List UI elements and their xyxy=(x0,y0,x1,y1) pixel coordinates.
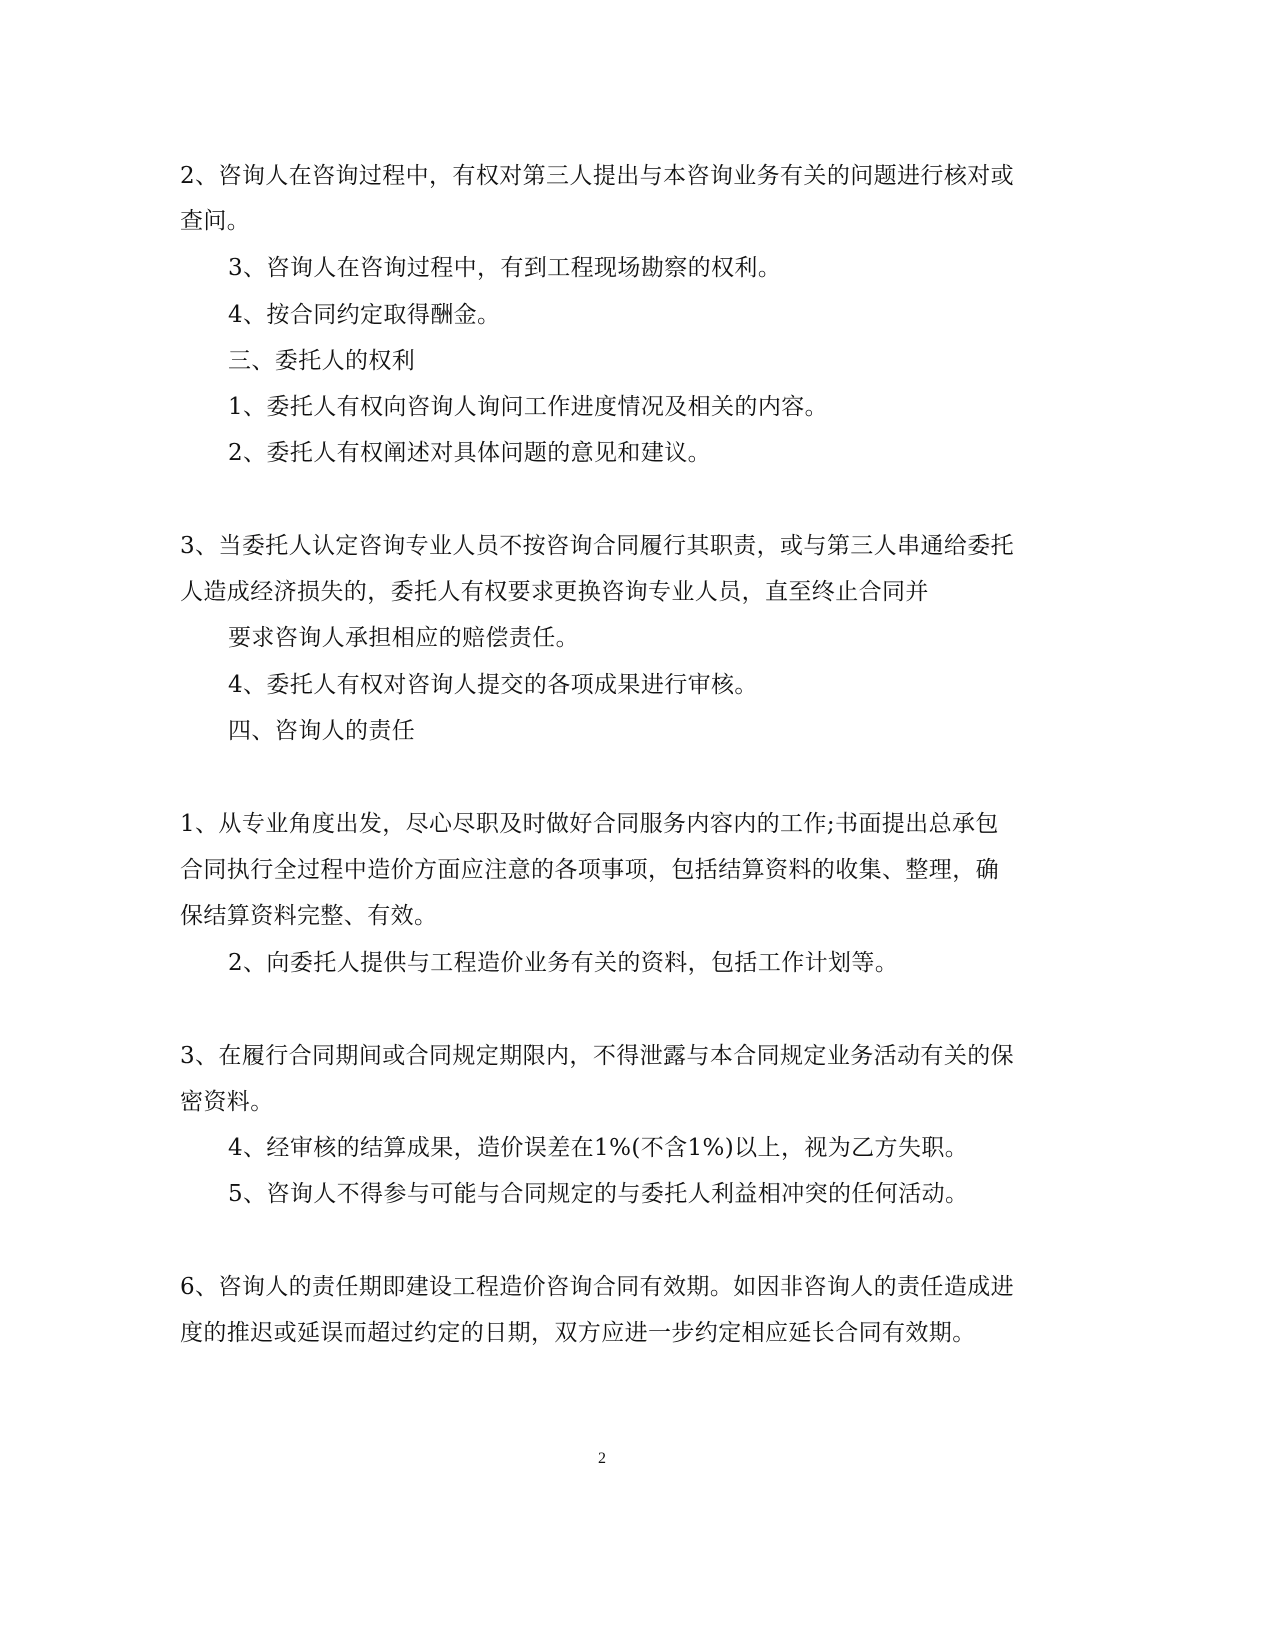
paragraph-line: 合同执行全过程中造价方面应注意的各项事项，包括结算资料的收集、整理，确 xyxy=(180,857,999,883)
paragraph-line: 要求咨询人承担相应的赔偿责任。 xyxy=(228,625,579,651)
section-heading: 四、咨询人的责任 xyxy=(228,718,416,744)
paragraph-line: 1、委托人有权向咨询人询问工作进度情况及相关的内容。 xyxy=(228,394,829,420)
paragraph-line: 3、当委托人认定咨询专业人员不按咨询合同履行其职责，或与第三人串通给委托 xyxy=(180,533,1015,559)
page-number: 2 xyxy=(598,1450,606,1467)
paragraph-line: 2、向委托人提供与工程造价业务有关的资料，包括工作计划等。 xyxy=(228,950,899,976)
paragraph-line: 度的推迟或延误而超过约定的日期，双方应进一步约定相应延长合同有效期。 xyxy=(180,1320,976,1346)
paragraph-line: 4、委托人有权对咨询人提交的各项成果进行审核。 xyxy=(228,672,758,698)
paragraph-line: 查问。 xyxy=(180,208,251,234)
paragraph-line: 密资料。 xyxy=(180,1089,274,1115)
paragraph-line: 4、经审核的结算成果，造价误差在1%(不含1%)以上，视为乙方失职。 xyxy=(228,1135,969,1161)
paragraph-line: 6、咨询人的责任期即建设工程造价咨询合同有效期。如因非咨询人的责任造成进 xyxy=(180,1274,1015,1300)
paragraph-line: 2、咨询人在咨询过程中，有权对第三人提出与本咨询业务有关的问题进行核对或 xyxy=(180,163,1015,189)
section-heading: 三、委托人的权利 xyxy=(228,348,416,374)
paragraph-line: 保结算资料完整、有效。 xyxy=(180,903,438,929)
paragraph-line: 4、按合同约定取得酬金。 xyxy=(228,302,501,328)
paragraph-line: 2、委托人有权阐述对具体问题的意见和建议。 xyxy=(228,440,712,466)
paragraph-line: 人造成经济损失的，委托人有权要求更换咨询专业人员，直至终止合同并 xyxy=(180,579,929,605)
paragraph-line: 1、从专业角度出发，尽心尽职及时做好合同服务内容内的工作;书面提出总承包 xyxy=(180,811,999,837)
paragraph-line: 5、咨询人不得参与可能与合同规定的与委托人利益相冲突的任何活动。 xyxy=(228,1181,969,1207)
paragraph-line: 3、咨询人在咨询过程中，有到工程现场勘察的权利。 xyxy=(228,255,782,281)
paragraph-line: 3、在履行合同期间或合同规定期限内，不得泄露与本合同规定业务活动有关的保 xyxy=(180,1043,1015,1069)
